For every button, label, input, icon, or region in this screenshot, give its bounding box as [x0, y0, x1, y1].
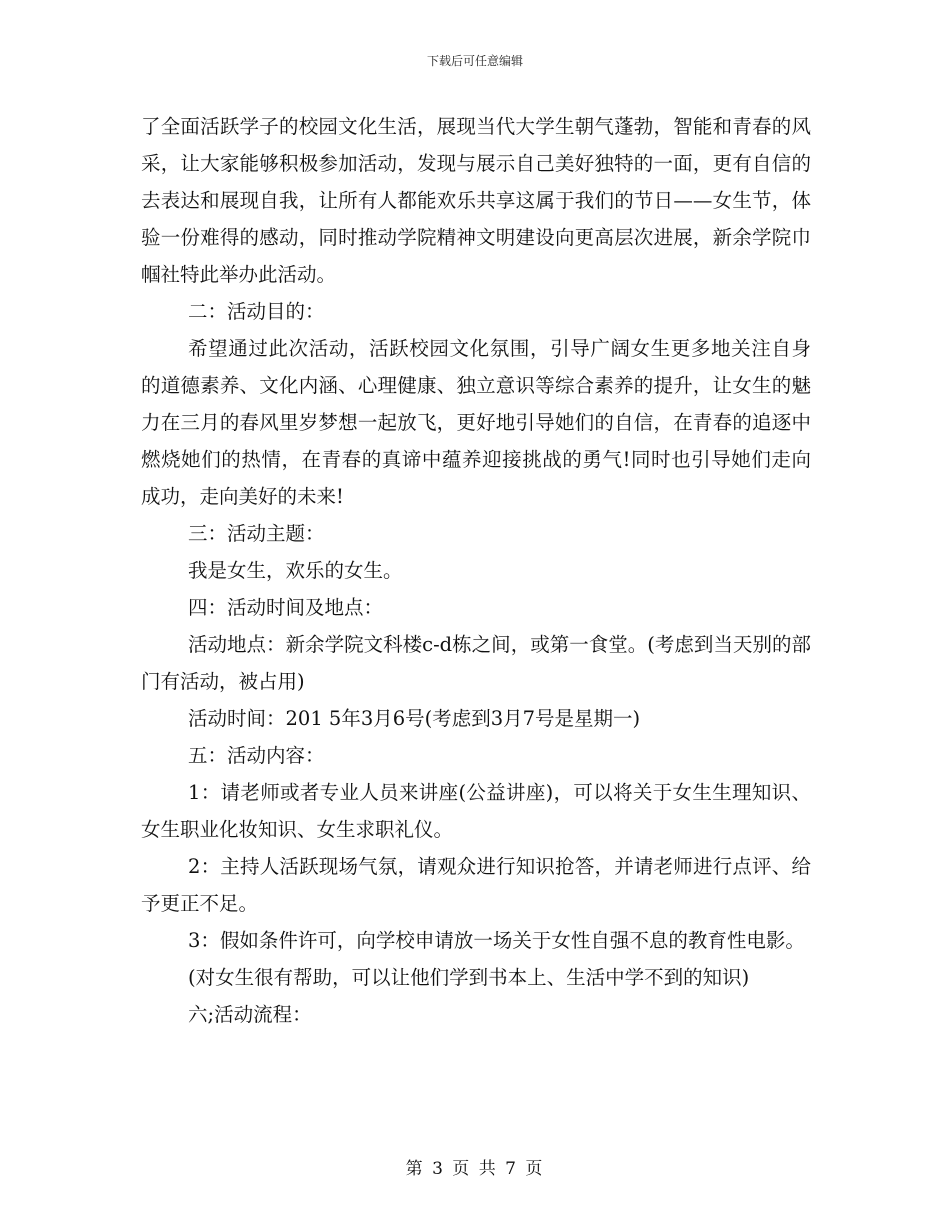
content-item-2: 2：主持人活跃现场气氛，请观众进行知识抢答，并请老师进行点评、给予更正不足。 — [141, 855, 811, 915]
section-heading-content: 五：活动内容： — [188, 744, 325, 767]
paragraph-intro-continuation: 了全面活跃学子的校园文化生活，展现当代大学生朝气蓬勃，智能和青春的风采，让大家能够积极参加活动，发现与展示自己美好独特的一面，更有自信的去表达和展现自我，让所有人都能欢乐共享这属于我们的节日——女生节，体验一份难得的感动，同时推动学院精神文明建设向更高层次进展，新余学院巾帼社特此举办此活动。 — [141, 115, 811, 286]
document-body — [141, 108, 811, 1033]
paragraph-place: 活动地点：新余学院文科楼c-d栋之间，或第一食堂。(考虑到当天别的部门有活动，被占用) — [141, 633, 811, 693]
paragraph-time: 活动时间：201 5年3月6号(考虑到3月7号是星期一) — [188, 707, 641, 730]
paragraph-objective: 希望通过此次活动，活跃校园文化氛围，引导广阔女生更多地关注自身的道德素养、文化内涵、心理健康、独立意识等综合素养的提升，让女生的魅力在三月的春风里岁梦想一起放飞，更好地引导她们的自信，在青春的追逐中燃烧她们的热情，在青春的真谛中蕴养迎接挑战的勇气!同时也引导她们走向成功，走向美好的未来! — [141, 337, 811, 508]
section-heading-theme: 三：活动主题： — [188, 522, 325, 545]
page-header: 下载后可任意编辑 — [426, 54, 523, 68]
section-heading-time-place: 四：活动时间及地点： — [188, 596, 384, 619]
paragraph-theme: 我是女生，欢乐的女生。 — [188, 559, 403, 582]
content-item-1: 1：请老师或者专业人员来讲座(公益讲座)，可以将关于女生生理知识、女生职业化妆知识、女生求职礼仪。 — [141, 781, 811, 841]
section-heading-process: 六;活动流程： — [188, 1003, 312, 1026]
content-item-3: 3：假如条件许可，向学校申请放一场关于女性自强不息的教育性电影。 — [188, 929, 805, 952]
content-note: (对女生很有帮助，可以让他们学到书本上、生活中学不到的知识) — [188, 966, 750, 989]
section-heading-objective: 二：活动目的： — [188, 300, 325, 323]
page-footer: 第 3 页 共 7 页 — [405, 1159, 545, 1179]
